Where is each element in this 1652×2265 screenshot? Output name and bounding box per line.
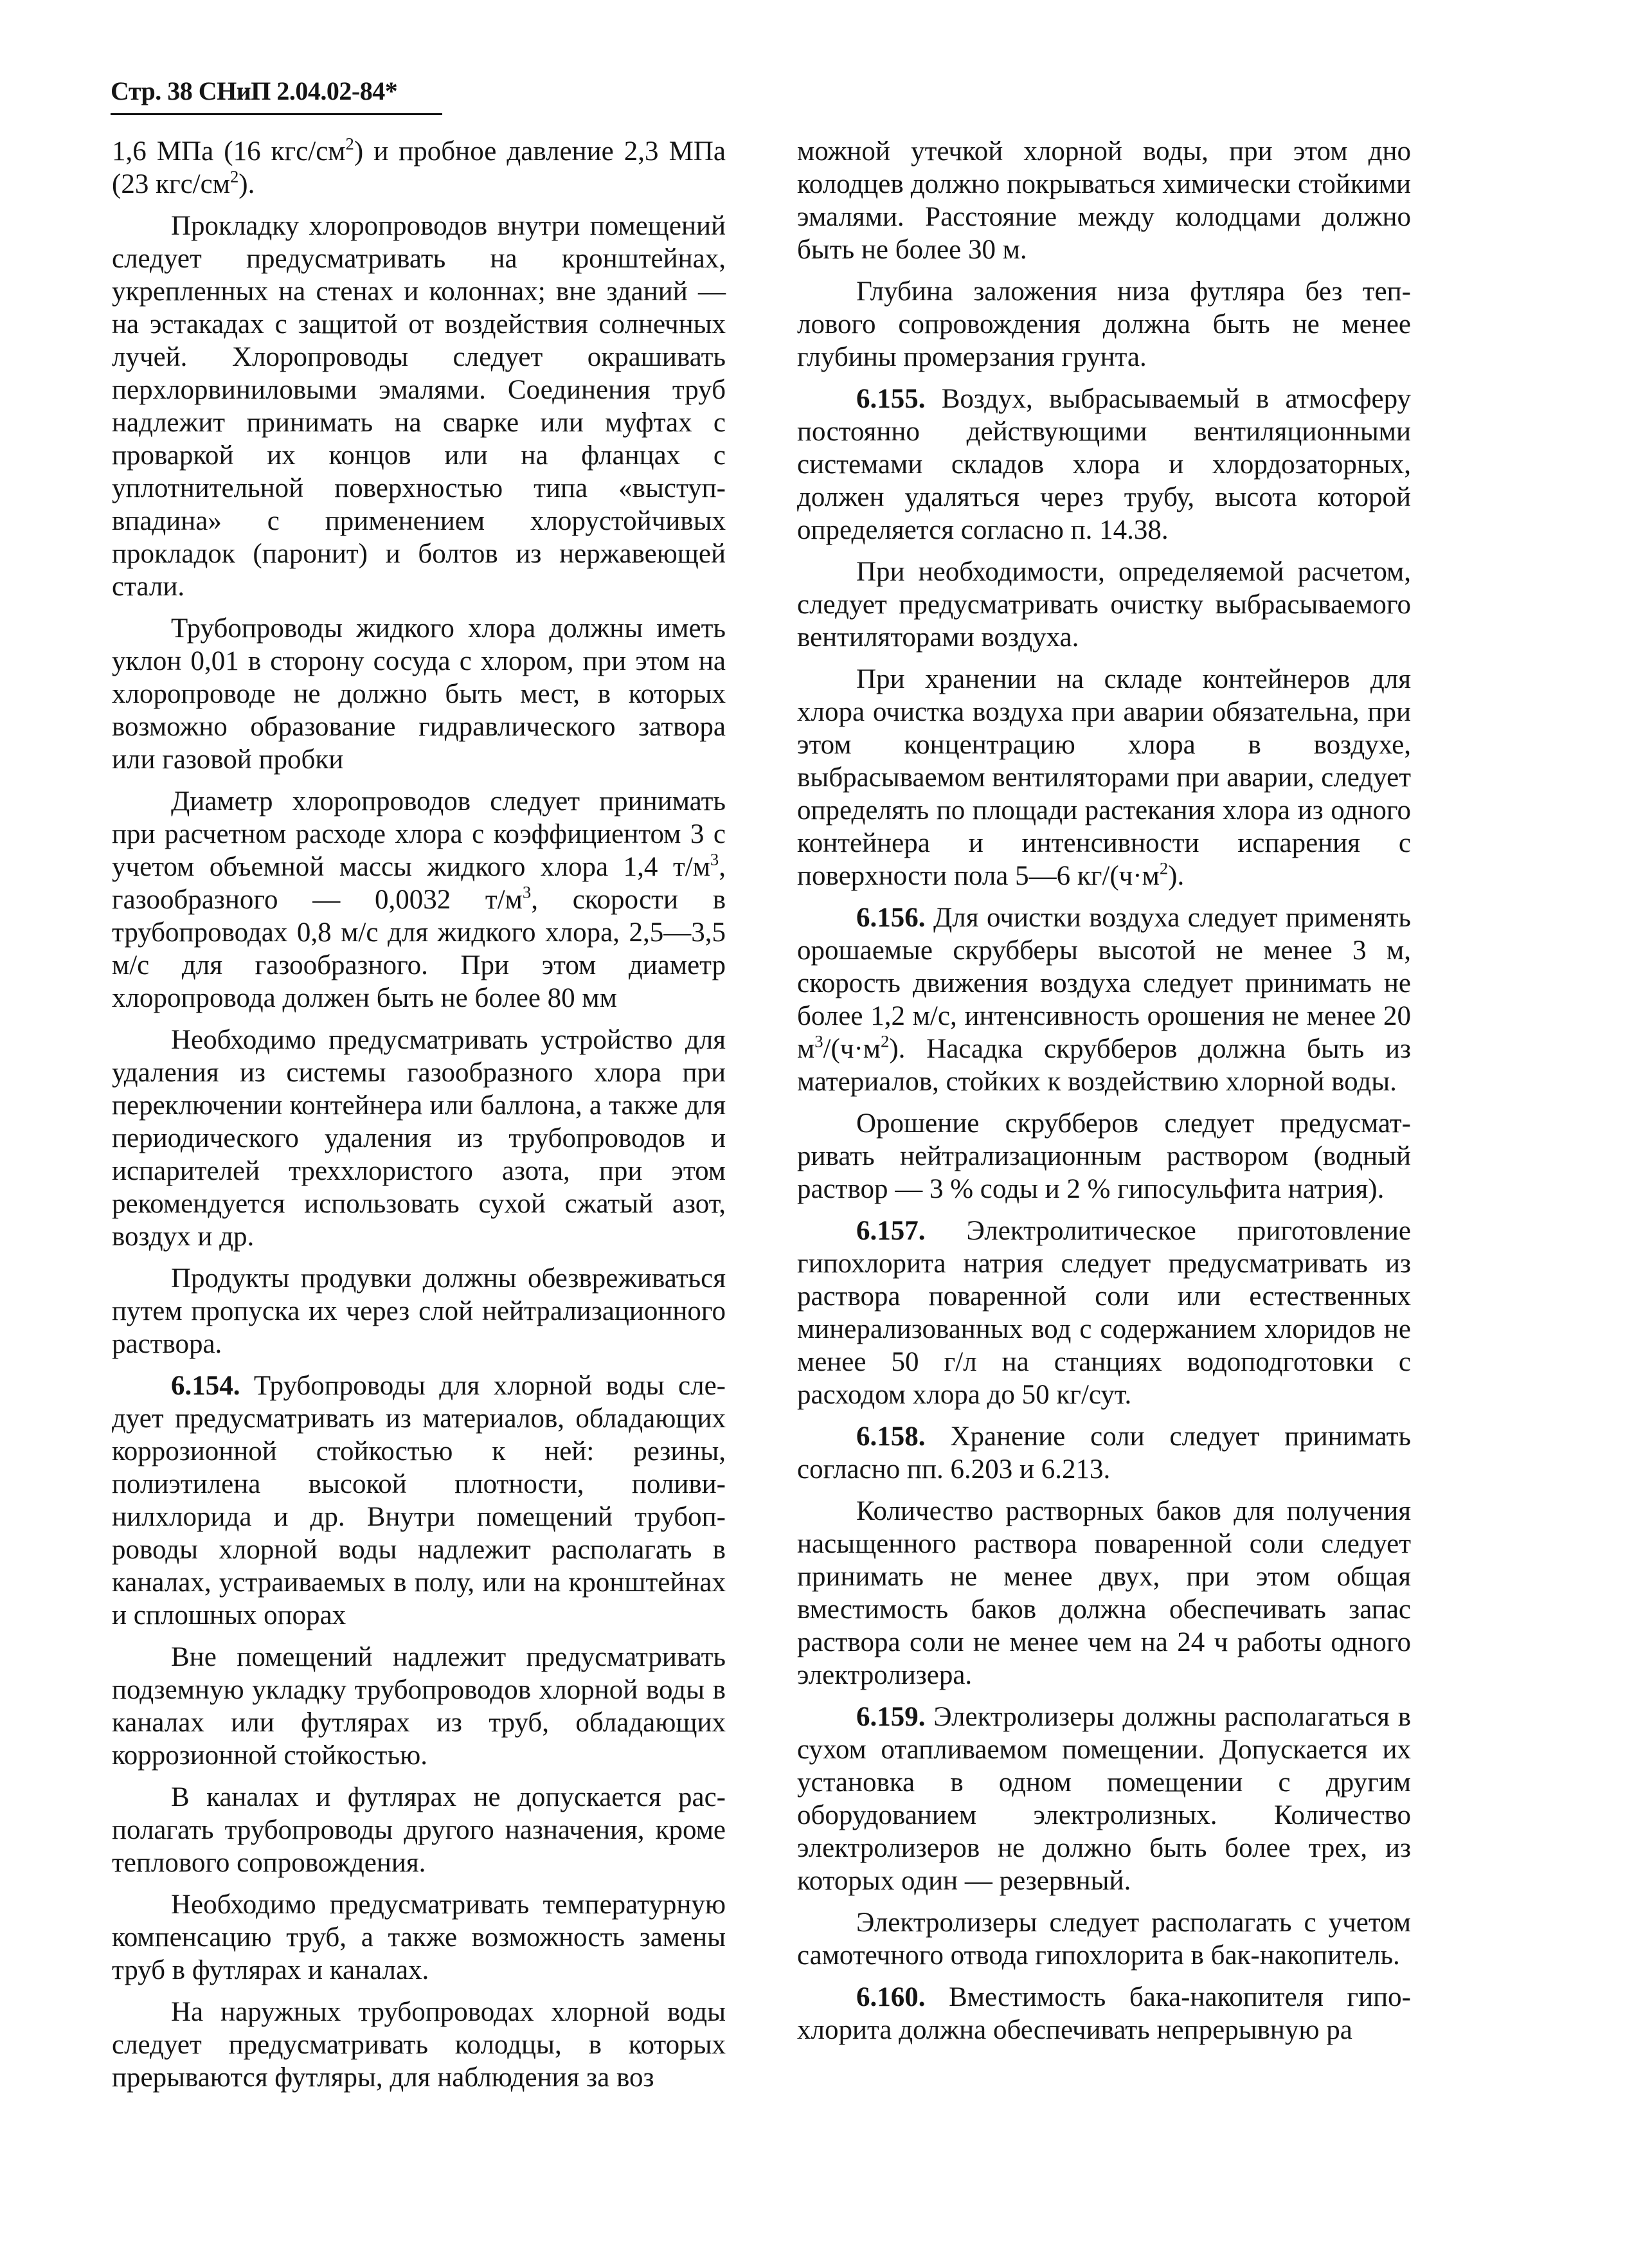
paragraph-6-159 — [797, 1701, 1411, 1897]
paragraph-6-156 — [797, 901, 1411, 1098]
paragraph-6-154 — [112, 1369, 726, 1632]
text-run: , скорости в трубопроводах 0,8 м/с для жидкого хлора, 2,5—3,5 м/с для газообразного. При этом диаметр хлоропровода должен быть не более 80 мм — [112, 885, 726, 1013]
text-run: 1,6 МПа (16 кгс/см — [112, 136, 346, 167]
text-run: ). — [1168, 861, 1185, 891]
clause-number: 6.157. — [856, 1216, 926, 1246]
text-run: /(ч·м — [823, 1034, 881, 1064]
text-run: ). Насадка скрубберов должна быть из материалов, стойких к воздействию хлорной воды. — [797, 1034, 1411, 1097]
text-run: , газообразного — 0,0032 т/м — [112, 852, 726, 915]
clause-number: 6.155. — [856, 384, 926, 414]
paragraph — [797, 663, 1411, 892]
text-run: ) и пробное давление 2,3 МПа (23 кгс/см — [112, 136, 726, 199]
text-run: Диаметр хлоропроводов следует принимать при расчетном расходе хлора с коэффициентом 3 с учетом объемной массы жидкого хлора 1,4 т/м — [112, 786, 726, 882]
paragraph: Вне помещений надлежит предусматривать подземную укладку трубопроводов хлорной воды в каналах или футлярах из труб, обладающих коррозионной стойкостью. — [112, 1642, 726, 1771]
text-run: При хранении на складе контейнеров для хлора очистка воздуха при аварии обязательна, при этом концентрацию хлора в воздухе, выбрасываемом вентиляторами при аварии, следует определять по площади растекания хлора из одного контейнера и интенсивности испарения с поверхности пола 5—6 кг/(ч·м — [797, 664, 1411, 891]
paragraph: Необходимо предусматривать температурную компенсацию труб, а также возможность замены труб в футлярах и каналах. — [112, 1890, 726, 1985]
superscript: 2 — [880, 1031, 890, 1051]
text-run: Электролитическое приготовление гипохлорита натрия следует предусматривать из раствора поваренной соли или естественных минерализованных вод с содержанием хлоридов не менее 50 г/л на станциях водоподготовки с расходом хлора до 50 кг/сут. — [797, 1216, 1411, 1410]
paragraph-6-158 — [797, 1420, 1411, 1486]
superscript: 2 — [229, 167, 239, 186]
clause-number: 6.159. — [856, 1702, 926, 1732]
paragraph-6-157 — [797, 1214, 1411, 1411]
paragraph: Глубина заложения низа футляра без теплового сопровождения должна быть не менее глубины промерзания грунта. — [797, 276, 1411, 372]
right-column — [797, 135, 1411, 2055]
paragraph: можной утечкой хлорной воды, при этом дно колодцев должно покрываться химически стойкими эмалями. Расстояние между колодцами должно быть не более 30 м. — [797, 136, 1411, 265]
running-header: Стр. 38 СНиП 2.04.02-84* — [111, 77, 398, 105]
text-run: Воздух, выбрасываемый в атмосферу постоянно действующими вентиляционными системами складов хлора и хлордозаторных, должен удаляться через трубу, высота которой определяется согласно п. 14.38. — [797, 384, 1411, 545]
paragraph — [112, 135, 726, 201]
paragraph: Количество растворных баков для получения насыщенного раствора поваренной соли следует принимать не менее двух, при этом общая вместимость баков должна обеспечивать запас раствора соли не менее чем на 24 ч работы одного электролизера. — [797, 1496, 1411, 1690]
paragraph: На наружных трубопроводах хлорной воды следует предусматривать колодцы, в которых прерываются футляры, для наблюдения за воз — [112, 1997, 726, 2093]
paragraph: Продукты продувки должны обезвреживаться путем пропуска их через слой нейтрализационного раствора. — [112, 1263, 726, 1359]
clause-number: 6.156. — [856, 903, 926, 933]
text-run: Трубопроводы для хлорной воды следует предусматривать из материалов, обладающих коррозионной стойкостью к ней: резины, полиэтилена высокой плотности, поливинилхлорида и др. Внутри помещений трубопроводы хлорной воды надлежит располагать в каналах, устраиваемых в полу, или на кронштейнах и сплошных опорах — [112, 1371, 726, 1630]
left-column — [112, 135, 726, 2094]
text-run: Электролизеры должны располагаться в сухом отапливаемом помещении. Допускается их установка в одном помещении с другим оборудованием электролизных. Количество электролизеров не должно быть более трех, из которых один — резервный. — [797, 1702, 1411, 1896]
clause-number: 6.160. — [856, 1982, 926, 2012]
superscript: 3 — [522, 882, 532, 902]
paragraph: Электролизеры следует располагать с учетом самотечного отвода гипохлорита в бак-накопитель. — [797, 1908, 1411, 1971]
text-run: Хранение соли следует принимать согласно пп. 6.203 и 6.213. — [797, 1421, 1411, 1484]
paragraph-6-155 — [797, 383, 1411, 546]
paragraph: Необходимо предусматривать устройство для удаления из системы газообразного хлора при переключении контейнера или баллона, а также для периодического удаления из трубопроводов и испарителей треххлористого азота, при этом рекомендуется использовать сухой сжатый азот, воздух и др. — [112, 1025, 726, 1252]
paragraph: Орошение скрубберов следует предусматривать нейтрализационным раствором (водный раствор — 3 % соды и 2 % гипосульфита натрия). — [797, 1108, 1411, 1204]
paragraph: Трубопроводы жидкого хлора должны иметь уклон 0,01 в сторону сосуда с хлором, при этом на хлоропроводе не должно быть мест, в которых возможно образование гидравлического затвора или газовой пробки — [112, 613, 726, 775]
superscript: 3 — [814, 1031, 823, 1051]
superscript: 2 — [1159, 858, 1169, 878]
paragraph — [112, 785, 726, 1015]
paragraph: Прокладку хлоропроводов внутри помещений следует предусматривать на кронштейнах, укрепленных на стенах и колоннах; вне зданий — на эстакадах с защитой от воздействия солнечных лучей. Хлоропроводы следует окрашивать перхлорвиниловыми эмалями. Соединения труб надлежит принимать на сварке или муфтах с проваркой их концов или на фланцах с уплотнительной поверхностью типа «выступ-впадина» с применением хлорустойчивых прокладок (паронит) и болтов из нержавеющей стали. — [112, 211, 726, 602]
header-rule — [111, 113, 442, 115]
clause-number: 6.154. — [171, 1371, 240, 1401]
text-run: ). — [238, 169, 255, 199]
text-run: Для очистки воздуха следует применять орошаемые скрубберы высотой не менее 3 м, скорость движения воздуха следует принимать не более 1,2 м/с, интенсивность орошения не менее 20 м — [797, 903, 1411, 1064]
paragraph: При необходимости, определяемой расчетом, следует предусматривать очистку выбрасываемого вентиляторами воздуха. — [797, 557, 1411, 653]
paragraph-6-160 — [797, 1981, 1411, 2046]
clause-number: 6.158. — [856, 1421, 926, 1452]
text-run: Вместимость бака-накопителя гипохлорита должна обеспечивать непрерывную ра — [797, 1982, 1411, 2045]
superscript: 2 — [345, 134, 354, 154]
paragraph: В каналах и футлярах не допускается располагать трубопроводы другого назначения, кроме теплового сопровождения. — [112, 1782, 726, 1878]
superscript: 3 — [710, 849, 719, 869]
